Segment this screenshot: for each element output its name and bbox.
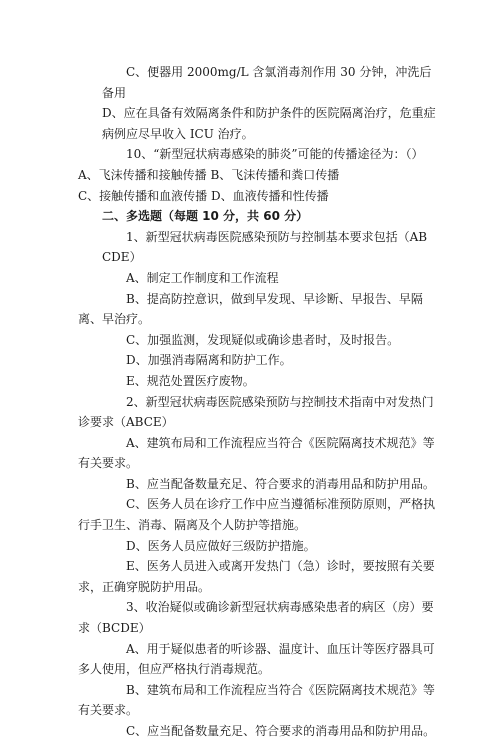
option-line: C、医务人员在诊疗工作中应当遵循标准预防原则，严格执行手卫生、消毒、隔离及个人防护等措施。 — [78, 497, 436, 533]
option-line: E、医务人员进入或离开发热门（急）诊时，要按照有关要求，正确穿脱防护用品。 — [78, 559, 435, 594]
option-line: D、加强消毒隔离和防护工作。 — [126, 353, 292, 368]
option-line: D、医务人员应做好三级防护措施。 — [126, 538, 316, 553]
question-3: 3、收治疑似或确诊新型冠状病毒感染患者的病区（房）要求（BCDE） — [78, 600, 434, 636]
option-line: B、建筑布局和工作流程应当符合《医院隔离技术规范》等有关要求。 — [78, 682, 435, 718]
question-10: 10、“新型冠状病毒感染的肺炎”可能的传播途径为：（） — [126, 147, 424, 162]
text-line: D、应在具备有效隔离条件和防护条件的医院隔离治疗，危重症病例应尽早收入 ICU 治疗。 — [102, 106, 436, 141]
option-line: B、应当配备数量充足、符合要求的消毒用品和防护用品。 — [126, 476, 435, 491]
option-line: A、建筑布局和工作流程应当符合《医院隔离技术规范》等有关要求。 — [78, 435, 435, 471]
question-2: 2、新型冠状病毒医院感染预防与控制技术指南中对发热门诊要求（ABCE） — [78, 394, 434, 430]
option-line: A、用于疑似患者的听诊器、温度计、血压计等医疗器具可多人使用，但应严格执行消毒规范。 — [78, 641, 435, 677]
question-1: 1、新型冠状病毒医院感染预防与控制基本要求包括（ABCDE） — [102, 229, 428, 265]
text-line: C、便器用 2000mg/L 含氯消毒剂作用 30 分钟，冲洗后备用 — [102, 65, 432, 100]
option-line: C、加强监测，发现疑似或确诊患者时，及时报告。 — [126, 332, 400, 347]
option-line: A、制定工作制度和工作流程 — [126, 270, 279, 285]
section-heading: 二、多选题（每题 10 分，共 60 分） — [102, 209, 309, 224]
option-line: C、接触传播和血液传播 D、血液传播和性传播 — [78, 188, 329, 203]
option-line: B、提高防控意识，做到早发现、早诊断、早报告、早隔离、早治疗。 — [78, 291, 423, 327]
option-line: C、应当配备数量充足、符合要求的消毒用品和防护用品。 — [126, 724, 436, 738]
option-line: E、规范处置医疗废物。 — [126, 373, 255, 388]
option-line: A、飞沫传播和接触传播 B、飞沫传播和粪口传播 — [78, 167, 340, 182]
